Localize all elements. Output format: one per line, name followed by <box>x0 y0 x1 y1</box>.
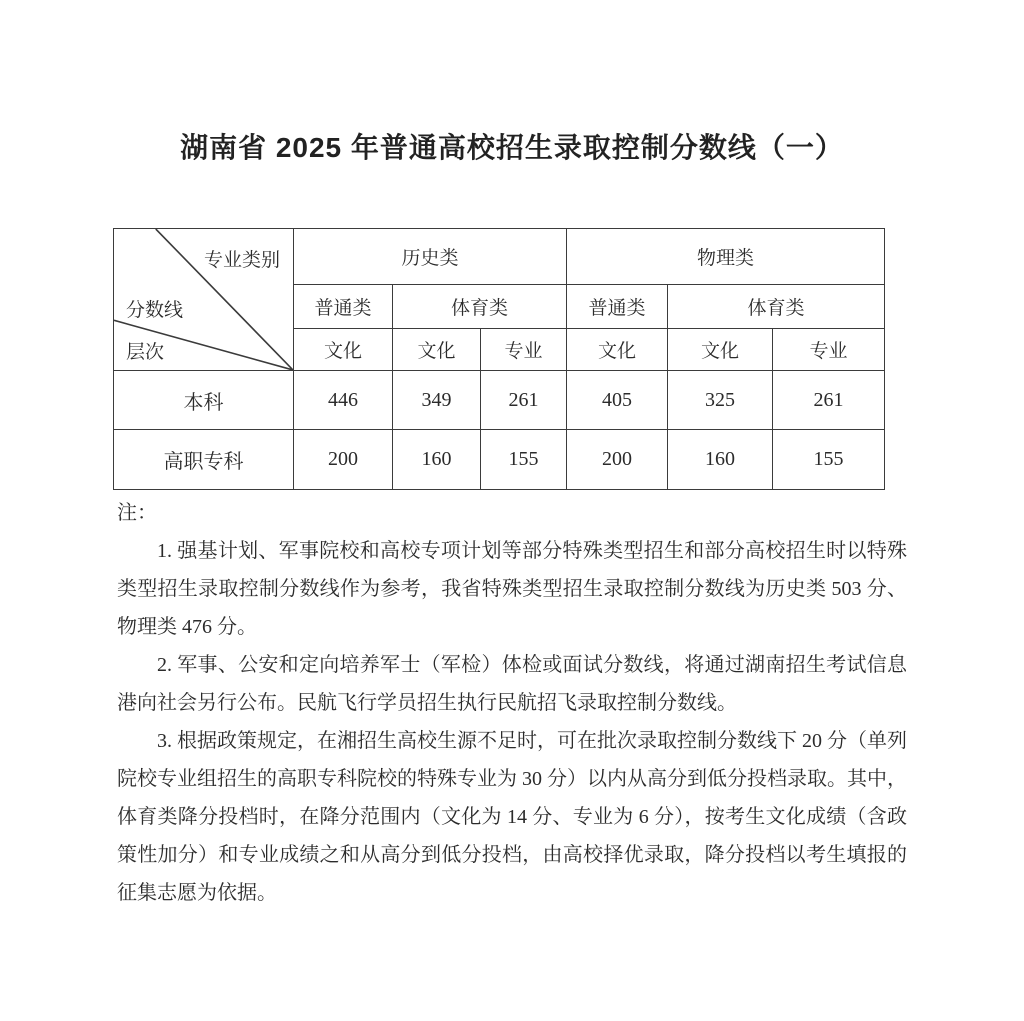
table-corner-cell <box>114 229 294 371</box>
group-header-history: 历史类 <box>294 229 567 285</box>
leaf-header-major-1: 专业 <box>481 329 567 371</box>
corner-label-level: 层次 <box>126 342 165 363</box>
subgroup-history-sports: 体育类 <box>393 285 567 329</box>
table-header-row-1 <box>114 229 885 285</box>
corner-label-major-category: 专业类别 <box>203 250 280 271</box>
leaf-header-culture-4: 文化 <box>668 329 773 371</box>
leaf-header-culture-2: 文化 <box>393 329 481 371</box>
score-cell: 155 <box>773 430 885 490</box>
note-item-2: 2. 军事、公安和定向培养军士（军检）体检或面试分数线，将通过湖南招生考试信息港向社会另行公布。民航飞行学员招生执行民航招飞录取控制分数线。 <box>117 654 907 714</box>
score-line-table <box>113 228 885 490</box>
score-cell: 155 <box>481 430 567 490</box>
note-item-3: 3. 根据政策规定，在湘招生高校生源不足时，可在批次录取控制分数线下 20 分（单列院校专业组招生的高职专科院校的特殊专业为 30 分）以内从高分到低分投档录取。其中，体育类降分投档时，在降分范围内（文化为 14 分、专业为 6 分），按考生文化成绩（含政策性加分）和专业成绩之和从高分到低分投档，由高校择优录取，降分投档以考生填报的征集志愿为依据。 <box>117 730 907 904</box>
score-cell: 160 <box>393 430 481 490</box>
score-cell: 200 <box>294 430 393 490</box>
table-row-undergraduate <box>114 371 885 430</box>
group-header-physics: 物理类 <box>567 229 885 285</box>
score-cell: 261 <box>481 371 567 430</box>
leaf-header-culture-1: 文化 <box>294 329 393 371</box>
score-cell: 160 <box>668 430 773 490</box>
note-item-1: 1. 强基计划、军事院校和高校专项计划等部分特殊类型招生和部分高校招生时以特殊类型招生录取控制分数线作为参考，我省特殊类型招生录取控制分数线为历史类 503 分、物理类 476 分。 <box>117 540 907 638</box>
subgroup-physics-sports: 体育类 <box>668 285 885 329</box>
subgroup-physics-regular: 普通类 <box>567 285 668 329</box>
leaf-header-major-2: 专业 <box>773 329 885 371</box>
score-cell: 261 <box>773 371 885 430</box>
notes-label: 注： <box>117 502 157 524</box>
leaf-header-culture-3: 文化 <box>567 329 668 371</box>
score-cell: 200 <box>567 430 668 490</box>
page-title: 湖南省 2025 年普通高校招生录取控制分数线（一） <box>180 132 844 163</box>
score-cell: 325 <box>668 371 773 430</box>
row-label-vocational: 高职专科 <box>114 430 294 490</box>
score-cell: 405 <box>567 371 668 430</box>
corner-label-score-line: 分数线 <box>126 300 184 321</box>
row-label-undergraduate: 本科 <box>114 371 294 430</box>
subgroup-history-regular: 普通类 <box>294 285 393 329</box>
notes-section <box>117 494 907 912</box>
score-cell: 349 <box>393 371 481 430</box>
score-cell: 446 <box>294 371 393 430</box>
table-row-vocational <box>114 430 885 490</box>
